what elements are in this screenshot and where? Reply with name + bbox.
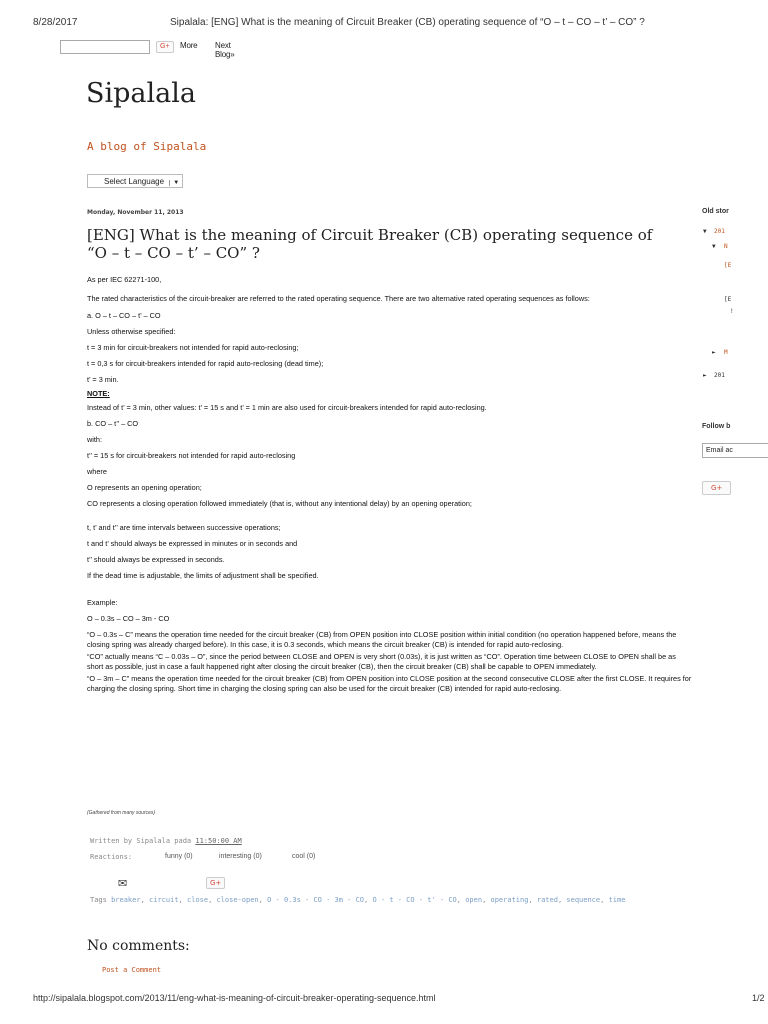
post-paragraph: t’’ should always be expressed in seconds. xyxy=(87,555,225,564)
post-body xyxy=(87,275,692,696)
post-paragraph: a. O – t – CO – t’ – CO xyxy=(87,311,161,320)
post-paragraph: Example: xyxy=(87,598,118,607)
tag-link[interactable]: rated xyxy=(536,896,558,904)
search-input[interactable] xyxy=(60,40,150,54)
language-label: Select Language xyxy=(104,177,165,186)
tags-label: Tags xyxy=(90,896,107,904)
post-paragraph: O represents an opening operation; xyxy=(87,483,202,492)
tag-link[interactable]: time xyxy=(608,896,626,904)
tag-link[interactable]: sequence xyxy=(566,896,601,904)
post-paragraph: t’’ = 15 s for circuit-breakers not intended for rapid auto-reclosing xyxy=(87,451,296,460)
post-paragraph: CO represents a closing operation followed immediately (that is, without any intentional delay) by an opening operation; xyxy=(87,499,472,508)
post-paragraph: Instead of t’ = 3 min, other values: t’ = 15 s and t’ = 1 min are also used for circuit-breakers intended for rapid auto-reclosing. xyxy=(87,403,487,412)
post-date: Monday, November 11, 2013 xyxy=(87,209,184,216)
blog-description: A blog of Sipalala xyxy=(87,140,207,153)
follow-email-input[interactable]: Email ac xyxy=(702,443,768,458)
chevron-right-icon[interactable]: ► xyxy=(712,349,716,356)
post-paragraph: t and t’ should always be expressed in minutes or in seconds and xyxy=(87,539,298,548)
sidebar-old-stories-title: Old stor xyxy=(702,208,729,215)
archive-month-nov[interactable]: N xyxy=(724,243,728,250)
sidebar-gplus-button[interactable]: G+ xyxy=(702,481,731,495)
tag-link[interactable]: breaker xyxy=(111,896,141,904)
post-paragraph: where xyxy=(87,467,107,476)
archive-year-2013[interactable]: 201 xyxy=(714,228,725,235)
tag-link[interactable]: O - t - CO - t' - CO xyxy=(372,896,457,904)
print-date: 8/28/2017 xyxy=(33,17,78,28)
more-link[interactable]: More xyxy=(180,41,198,50)
chevron-down-icon: ▼ xyxy=(169,180,179,186)
post-title: [ENG] What is the meaning of Circuit Breaker (CB) operating sequence of “O – t – CO – t’ – CO” ? xyxy=(87,226,653,262)
chevron-right-icon[interactable]: ► xyxy=(703,372,707,379)
archive-post-link[interactable]: [E xyxy=(724,262,732,269)
print-footer-url: http://sipalala.blogspot.com/2013/11/eng-what-is-meaning-of-circuit-breaker-operating-sequence.html xyxy=(33,993,436,1003)
post-paragraph: t’ = 3 min. xyxy=(87,375,119,384)
post-author-line xyxy=(90,837,242,845)
print-title: Sipalala: [ENG] What is the meaning of Circuit Breaker (CB) operating sequence of “O – t – CO – t’ – CO” ? xyxy=(170,17,645,28)
post-paragraph: As per IEC 62271-100, xyxy=(87,275,162,284)
post-paragraph: O – 0.3s – CO – 3m - CO xyxy=(87,614,170,623)
tag-link[interactable]: circuit xyxy=(149,896,179,904)
post-paragraph: t = 0,3 s for circuit-breakers intended for rapid auto-reclosing (dead time); xyxy=(87,359,324,368)
tag-link[interactable]: open xyxy=(465,896,483,904)
archive-post-link[interactable]: [E xyxy=(724,296,732,303)
post-paragraph: “O – 0.3s – C” means the operation time needed for the circuit breaker (CB) from OPEN position into CLOSE position within initial condition (no operation happened before, means the closing spring was already charged before). In this case, it is 0.3 seconds, which means the circuit breaker (CB) is intended for rapid auto-reclosing. xyxy=(87,630,677,649)
archive-year-2012[interactable]: 201 xyxy=(714,372,725,379)
comments-title: No comments: xyxy=(87,938,190,954)
post-paragraph: “CO” actually means “C – 0.03s – O”, since the period between CLOSE and OPEN is very short (0.03s), it is just written as “CO”. Operation time between CLOSE to OPEN shall be as short as possible, just in case a fault happened right after closing the circuit breaker (CB), then the circuit breaker (CB) shall be capable to OPEN immediately. xyxy=(87,652,676,671)
print-page-number: 1/2 xyxy=(752,993,765,1003)
post-paragraph: with: xyxy=(87,435,103,444)
sidebar-follow-title: Follow b xyxy=(702,423,731,430)
reaction-funny[interactable]: funny (0) xyxy=(165,853,193,860)
post-timestamp-link[interactable]: 11:50:00 AM xyxy=(195,837,242,845)
language-select[interactable] xyxy=(87,174,183,188)
tag-link[interactable]: operating xyxy=(490,896,529,904)
note-heading: NOTE: xyxy=(87,389,110,398)
post-paragraph: b. CO – t’’ – CO xyxy=(87,419,139,428)
tag-link[interactable]: close-open xyxy=(216,896,259,904)
reaction-cool[interactable]: cool (0) xyxy=(292,853,316,860)
next-blog-link[interactable]: Next Blog» xyxy=(215,41,235,59)
post-paragraph: “O – 3m – C” means the operation time needed for the circuit breaker (CB) from OPEN position into CLOSE position at the second consecutive CLOSE after the first CLOSE. It requires for charging the closing spring. Short time in charging the closing spring can also be used for the circuit breaker (CB) intended for rapid auto-reclosing. xyxy=(87,674,692,693)
post-paragraph: Unless otherwise specified: xyxy=(87,327,176,336)
source-note: (Gathered from many sources) xyxy=(87,810,156,816)
post-tags: Tags breaker, circuit, close, close-open, O - 0.3s - CO - 3m - CO, O - t - CO - t' - CO, open, operating, rated, sequence, time xyxy=(90,896,626,904)
post-paragraph: t, t’ and t’’ are time intervals between successive operations; xyxy=(87,523,281,532)
reactions-label: Reactions: xyxy=(90,853,133,861)
chevron-down-icon[interactable]: ▼ xyxy=(712,243,716,250)
reaction-interesting[interactable]: interesting (0) xyxy=(219,853,262,860)
tag-link[interactable]: O - 0.3s - CO - 3m - CO xyxy=(267,896,365,904)
email-post-icon[interactable]: ✉ xyxy=(118,877,128,890)
gplus-button[interactable]: G+ xyxy=(156,41,174,53)
post-paragraph: If the dead time is adjustable, the limits of adjustment shall be specified. xyxy=(87,571,319,580)
gplus-share-button[interactable]: G+ xyxy=(206,877,225,889)
tag-link[interactable]: close xyxy=(186,896,209,904)
post-paragraph: t = 3 min for circuit-breakers not intended for rapid auto-reclosing; xyxy=(87,343,299,352)
written-by: Written by Sipalala pada xyxy=(90,837,192,845)
archive-month-ma[interactable]: M xyxy=(724,349,728,356)
blog-title[interactable]: Sipalala xyxy=(86,78,196,109)
archive-post-link-sub: ! xyxy=(730,308,734,315)
post-comment-link[interactable]: Post a Comment xyxy=(102,966,162,974)
chevron-down-icon[interactable]: ▼ xyxy=(703,228,707,235)
post-paragraph: The rated characteristics of the circuit-breaker are referred to the rated operating sequence. There are two alternative rated operating sequences as follows: xyxy=(87,294,590,303)
